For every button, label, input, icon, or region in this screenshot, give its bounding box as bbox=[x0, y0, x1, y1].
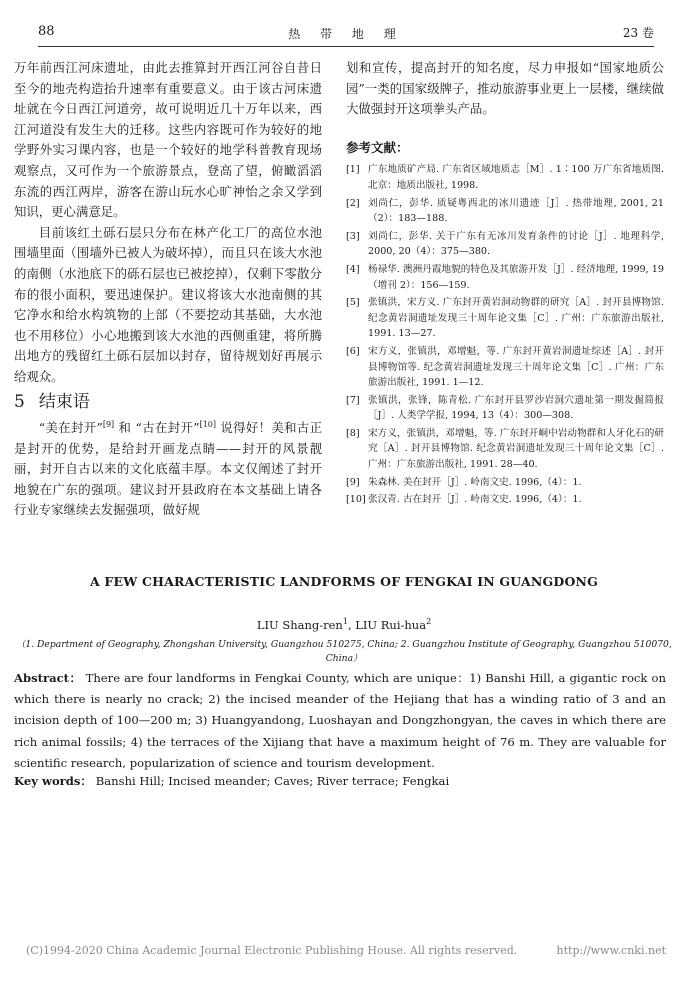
header-divider bbox=[38, 46, 654, 47]
section-title: 结束语 bbox=[38, 391, 90, 412]
author-name: LIU Rui-hua bbox=[355, 618, 427, 632]
citation-ref: [10] bbox=[199, 419, 217, 429]
reference-item bbox=[346, 393, 664, 424]
author-separator: , bbox=[347, 618, 356, 632]
reference-item bbox=[346, 262, 664, 293]
reference-text: 刘尚仁，彭华. 关于广东有无冰川发育条件的讨论［J］. 地理科学, 2000, 20（4）：375—380. bbox=[368, 230, 664, 258]
reference-text: 张汉青. 古在封开［J］. 岭南文史. 1996,（4）：1. bbox=[368, 494, 582, 506]
body-paragraph: 目前该红土砾石层只分布在林产化工厂的高位水池围墙里面（围墙外已被人为破坏掉），而且只在该大水池的南侧（水池底下的砾石层也已被挖掉），仅剩下零散分布的很小面积，要迅速保护。建议将该大水池南侧的其它净水和给水构筑物的上部（不要挖动其基础，大水池也不用移位）小心地搬到该大水池的西侧重建，将所腾出地方的残留红土砾石层加以封存，留待规划好再展示给观众。 bbox=[14, 224, 322, 384]
left-column bbox=[14, 58, 322, 521]
reference-item bbox=[346, 426, 664, 473]
reference-text: 张镇洪，宋方义. 广东封开黄岩洞动物群的研究［A］. 封开县博物馆. 纪念黄岩洞遗址发现三十周年论文集［C］. 广州：广东旅游出版社, 1991. 13—27. bbox=[368, 297, 664, 340]
section-number: 5 bbox=[14, 391, 25, 412]
reference-number: [2] bbox=[346, 197, 360, 209]
author-name: LIU Shang-ren bbox=[256, 618, 343, 632]
reference-list bbox=[346, 162, 664, 507]
reference-item bbox=[346, 492, 664, 508]
reference-item bbox=[346, 344, 664, 391]
copyright-notice: (C)1994-2020 China Academic Journal Electronic Publishing House. All rights reserved. bbox=[26, 944, 518, 957]
page-number: 88 bbox=[38, 24, 55, 39]
reference-number: [10] bbox=[346, 494, 366, 506]
paragraph-text: 说得好！美和古正是封开的优势，是给封开画龙点睛——封开的风景靓丽，封开自古以来的文化底蕴丰厚。本文仅阐述了封开地貌在广东的强项。建议封开县政府在本文基础上请各行业专家继续去发掘强项，做好规 bbox=[14, 420, 322, 518]
reference-number: [5] bbox=[346, 297, 360, 309]
body-paragraph bbox=[14, 418, 322, 521]
keywords-text: Banshi Hill; Incised meander; Caves; River terrace; Fengkai bbox=[95, 774, 450, 788]
reference-text: 广东地质矿产局. 广东省区域地质志［M］. 1∶100 万广东省地质图. 北京：地质出版社, 1998. bbox=[368, 164, 664, 191]
abstract-label: Abstract： bbox=[14, 671, 82, 685]
reference-number: [1] bbox=[346, 164, 360, 176]
reference-number: [7] bbox=[346, 394, 360, 406]
keywords-label: Key words： bbox=[14, 774, 93, 788]
reference-item bbox=[346, 162, 664, 193]
reference-item bbox=[346, 196, 664, 227]
author-affil-mark: 2 bbox=[426, 617, 432, 627]
reference-text: 朱森林. 美在封开［J］. 岭南文史. 1996,（4）：1. bbox=[368, 476, 582, 488]
reference-item bbox=[346, 295, 664, 342]
reference-text: 杨禄华. 澳洲丹霞地貌的特色及其旅游开发［J］. 经济地理, 1999, 19（增刊 2）：156—159. bbox=[368, 263, 664, 291]
citation-ref: [9] bbox=[102, 419, 115, 429]
reference-text: 张镇洪，张锋，陈青松. 广东封开县罗沙岩洞穴遗址第一期发掘简报［J］. 人类学学报, 1994, 13（4）：300—308. bbox=[368, 394, 664, 422]
right-column bbox=[346, 58, 664, 510]
section-heading bbox=[14, 392, 322, 413]
body-paragraph: 划和宣传，提高封开的知名度，尽力申报如“国家地质公园”一类的国家级牌子，推动旅游事业更上一层楼，继续做大做强封开这项拳头产品。 bbox=[346, 60, 664, 117]
footer-url: http://www.cnki.net bbox=[556, 944, 666, 957]
journal-name: 热 带 地 理 bbox=[288, 27, 404, 41]
reference-number: [3] bbox=[346, 230, 360, 242]
english-abstract bbox=[14, 668, 666, 774]
reference-number: [8] bbox=[346, 427, 360, 439]
references-title: 参考文献： bbox=[346, 139, 409, 155]
author-affil-mark: 1 bbox=[342, 617, 348, 627]
reference-item bbox=[346, 475, 664, 491]
reference-text: 宋方义，张镇洪，邓增魁，等. 广东封开峒中岩动物群和人牙化石的研究［A］. 封开县博物馆. 纪念黄岩洞遗址发现三十周年论文集［C］. 广州：广东旅游出版社, 1991. 28—40. bbox=[368, 427, 664, 471]
quote-text: 和 “古在封开” bbox=[114, 420, 200, 436]
reference-number: [4] bbox=[346, 263, 360, 275]
english-affiliation: （1. Department of Geography, Zhongshan University, Guangzhou 510275, China; 2. Guangzhou Institute of Geography, Guangzhou 510070, China） bbox=[16, 639, 672, 664]
reference-number: [9] bbox=[346, 476, 360, 488]
reference-text: 宋方义，张镇洪，邓增魁，等. 广东封开黄岩洞遗址综述［A］. 封开县博物馆等. 纪念黄岩洞遗址发现三十周年论文集［C］. 广州：广东旅游出版社, 1991. 1—12. bbox=[368, 345, 664, 389]
reference-text: 刘尚仁，彭华. 质疑粤西北的冰川遗迹［J］. 热带地理, 2001, 21（2）：183—188. bbox=[368, 197, 664, 225]
page-footer bbox=[26, 944, 666, 957]
quote-text: “美在封开” bbox=[38, 420, 103, 436]
english-keywords bbox=[14, 773, 666, 789]
reference-number: [6] bbox=[346, 345, 360, 357]
english-authors bbox=[0, 618, 688, 632]
abstract-text: There are four landforms in Fengkai County, which are unique：1) Banshi Hill, a gigantic rock on which there is nearly no crack; 2) the incised meander of the Hejiang that has a winding ratio of 3 and an incision depth of 100—200 m; 3) Huangyandong, Luoshayan and Dongzhongyan, the caves in which there are rich animal fossils; 4) the terraces of the Xijiang that have a maximum height of 76 m. They are valuable for scientific research, popularization of science and tourism development. bbox=[14, 671, 667, 770]
reference-item bbox=[346, 229, 664, 260]
page-header bbox=[38, 24, 654, 46]
english-title: A FEW CHARACTERISTIC LANDFORMS OF FENGKAI IN GUANGDONG bbox=[89, 574, 599, 589]
volume-label: 23 卷 bbox=[622, 26, 654, 40]
body-paragraph: 万年前西江河床遗址，由此去推算封开西江河谷自昔日至今的地壳构造抬升速率有重要意义。由于该古河床遗址就在今日西江河道旁，故可说明近几十万年以来，西江河道没有发生大的迁移。这些内容既可作为较好的地学野外实习课内容，也是一个较好的地学科普教育现场观察点，又可作为一个旅游景点，登高了望，俯瞰滔滔东流的西江两岸，游客在游山玩水心旷神怡之余又学到知识，更心满意足。 bbox=[14, 60, 322, 220]
